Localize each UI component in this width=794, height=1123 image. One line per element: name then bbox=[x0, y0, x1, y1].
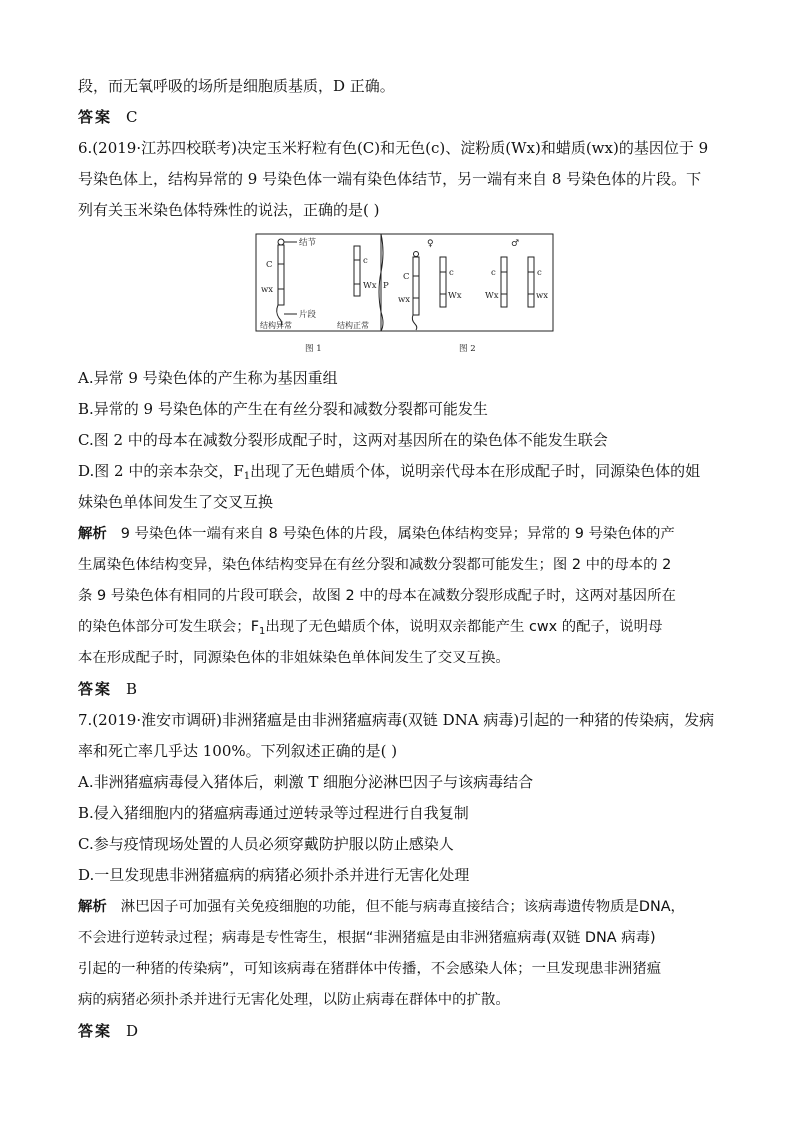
analysis-line: 生属染色体结构变异，染色体结构变异在有丝分裂和减数分裂都可能发生；图 2 中的母本的 2 bbox=[78, 557, 672, 573]
male-chromosome-right bbox=[528, 257, 534, 307]
answer-label: 答案 bbox=[78, 1022, 113, 1040]
label-wx: wx bbox=[398, 295, 411, 305]
label-c: c bbox=[491, 268, 496, 278]
option-c: C.参与疫情现场处置的人员必须穿戴防护服以防止感染人 bbox=[78, 835, 454, 853]
label-c: c bbox=[363, 256, 368, 266]
label-C: C bbox=[266, 260, 273, 270]
abnormal-chromosome bbox=[278, 245, 284, 305]
figure-1-caption: 图 1 bbox=[305, 344, 322, 354]
label-abnormal: 结构异常 bbox=[260, 321, 292, 330]
fragment-icon bbox=[412, 315, 416, 330]
label-Wx: Wx bbox=[485, 291, 499, 301]
chromosome-figure bbox=[255, 232, 555, 357]
figure-2-frame bbox=[381, 234, 553, 331]
answer-value: D bbox=[126, 1022, 139, 1040]
question-stem: 率和死亡率几乎达 100%。下列叙述正确的是( ) bbox=[78, 742, 398, 760]
figure-2-caption: 图 2 bbox=[459, 344, 476, 354]
option-d-cont: 妹染色单体间发生了交叉互换 bbox=[78, 493, 274, 511]
label-c: c bbox=[537, 268, 542, 278]
female-symbol: ♀ bbox=[427, 239, 434, 249]
answer-row bbox=[78, 679, 137, 699]
analysis-line bbox=[78, 617, 662, 639]
option-d: D.一旦发现患非洲猪瘟病的病猪必须扑杀并进行无害化处理 bbox=[78, 866, 470, 884]
question-stem: 列有关玉米染色体特殊性的说法，正确的是( ) bbox=[78, 201, 380, 219]
label-segment: 片段 bbox=[299, 310, 317, 320]
subscript: 1 bbox=[258, 626, 266, 637]
answer-label: 答案 bbox=[78, 680, 113, 698]
option-b: B.异常的 9 号染色体的产生在有丝分裂和减数分裂都可能发生 bbox=[78, 400, 488, 418]
analysis-text: 9 号染色体一端有来自 8 号染色体的片段，属染色体结构变异；异常的 9 号染色体的产 bbox=[120, 526, 675, 542]
female-abnormal-chromosome bbox=[413, 257, 419, 315]
male-symbol: ♂ bbox=[511, 239, 520, 249]
analysis-text: 的染色体部分可发生联会；F bbox=[78, 619, 259, 635]
question-stem: 号染色体上，结构异常的 9 号染色体一端有染色体结节，另一端有来自 8 号染色体的片段。下 bbox=[78, 170, 702, 188]
question-stem: 7.(2019·淮安市调研)非洲猪瘟是由非洲猪瘟病毒(双链 DNA 病毒)引起的一种猪的传染病，发病 bbox=[78, 711, 715, 729]
label-Wx: Wx bbox=[448, 291, 462, 301]
answer-value: B bbox=[126, 680, 138, 698]
analysis-text: 淋巴因子可加强有关免疫细胞的功能，但不能与病毒直接结合；该病毒遗传物质是DNA， bbox=[120, 899, 685, 915]
analysis-line: 本在形成配子时，同源染色体的非姐妹染色单体间发生了交叉互换。 bbox=[78, 650, 510, 666]
label-Wx: Wx bbox=[363, 281, 377, 291]
text-line: 段，而无氧呼吸的场所是细胞质基质，D 正确。 bbox=[78, 77, 395, 95]
label-p: P bbox=[383, 281, 389, 291]
question-stem: 6.(2019·江苏四校联考)决定玉米籽粒有色(C)和无色(c)、淀粉质(Wx)和蜡质(wx)的基因位于 9 bbox=[78, 139, 709, 157]
option-a: A.异常 9 号染色体的产生称为基因重组 bbox=[78, 369, 338, 387]
male-chromosome-left bbox=[501, 257, 507, 307]
answer-row bbox=[78, 1021, 138, 1041]
analysis-line bbox=[78, 524, 675, 544]
option-d bbox=[78, 461, 700, 484]
label-wx: wx bbox=[261, 285, 274, 295]
label-c: c bbox=[449, 268, 454, 278]
answer-row bbox=[78, 107, 138, 127]
normal-chromosome bbox=[354, 246, 360, 296]
label-normal: 结构正常 bbox=[337, 321, 369, 330]
answer-label: 答案 bbox=[78, 108, 113, 126]
analysis-line bbox=[78, 897, 685, 917]
analysis-line: 病的病猪必须扑杀并进行无害化处理，以防止病毒在群体中的扩散。 bbox=[78, 992, 510, 1008]
option-a: A.非洲猪瘟病毒侵入猪体后，刺激 T 细胞分泌淋巴因子与该病毒结合 bbox=[78, 773, 534, 791]
option-d-text: 出现了无色蜡质个体，说明亲代母本在形成配子时，同源染色体的姐 bbox=[250, 462, 701, 480]
label-C: C bbox=[403, 272, 410, 282]
option-d-text: D.图 2 中的亲本杂交，F bbox=[78, 462, 244, 480]
female-normal-chromosome bbox=[440, 257, 446, 307]
label-knob: 结节 bbox=[299, 238, 317, 248]
analysis-line: 条 9 号染色体有相同的片段可联会，故图 2 中的母本在减数分裂形成配子时，这两对基因所在 bbox=[78, 588, 676, 604]
knob-icon bbox=[414, 252, 419, 257]
knob-icon bbox=[278, 239, 284, 245]
subscript: 1 bbox=[243, 471, 251, 482]
answer-value: C bbox=[126, 108, 138, 126]
option-b: B.侵入猪细胞内的猪瘟病毒通过逆转录等过程进行自我复制 bbox=[78, 804, 469, 822]
analysis-line: 不会进行逆转录过程；病毒是专性寄生，根据“非洲猪瘟是由非洲猪瘟病毒(双链 DNA 病毒) bbox=[78, 930, 656, 946]
analysis-label: 解析 bbox=[78, 899, 107, 915]
label-wx: wx bbox=[536, 291, 549, 301]
analysis-text: 出现了无色蜡质个体，说明双亲都能产生 cwx 的配子，说明母 bbox=[265, 619, 663, 635]
analysis-label: 解析 bbox=[78, 526, 107, 542]
analysis-line: 引起的一种猪的传染病”，可知该病毒在猪群体中传播，不会感染人体；一旦发现患非洲猪瘟 bbox=[78, 961, 662, 977]
option-c: C.图 2 中的母本在减数分裂形成配子时，这两对基因所在的染色体不能发生联会 bbox=[78, 431, 608, 449]
